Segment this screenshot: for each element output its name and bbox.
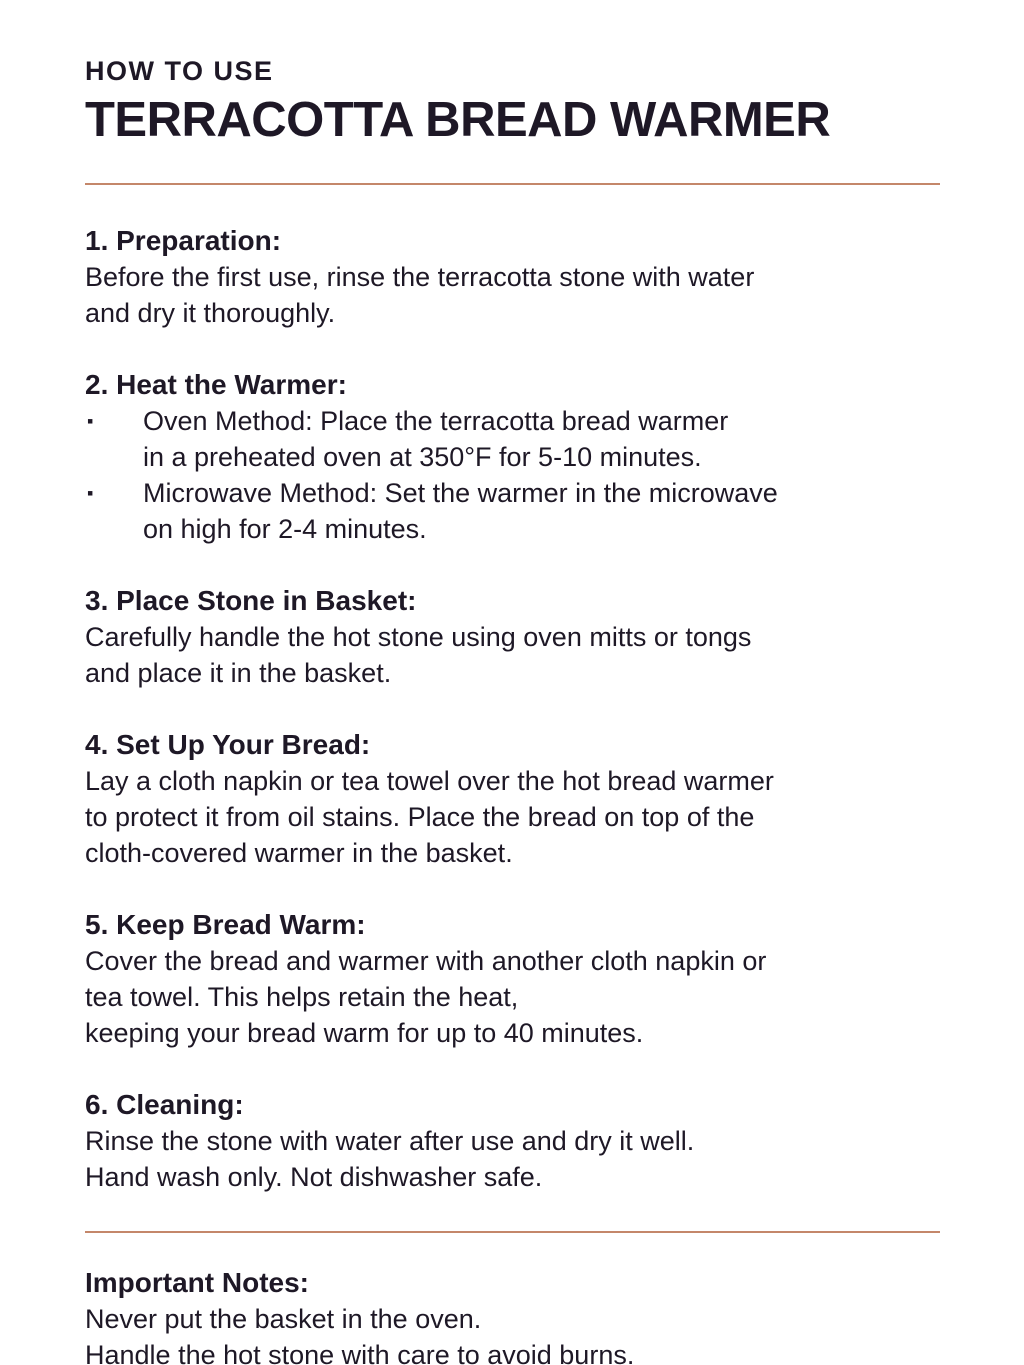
bullet-text (143, 403, 940, 475)
section-keep-warm (85, 907, 940, 1051)
body-line: tea towel. This helps retain the heat, (85, 981, 519, 1012)
body-line: Cover the bread and warmer with another cloth napkin or (85, 945, 767, 976)
section-heading: 5. Keep Bread Warm: (85, 908, 366, 940)
list-item (85, 403, 940, 475)
section-heading: 3. Place Stone in Basket: (85, 584, 417, 616)
section-heading: 4. Set Up Your Bread: (85, 728, 371, 760)
section-setup-bread (85, 727, 940, 871)
section-cleaning (85, 1087, 940, 1195)
body-line: on high for 2-4 minutes. (143, 513, 427, 544)
body-line: Hand wash only. Not dishwasher safe. (85, 1161, 543, 1192)
body-line: Microwave Method: Set the warmer in the microwave (143, 477, 778, 508)
body-line: Oven Method: Place the terracotta bread warmer (143, 405, 729, 436)
section-heading: Important Notes: (85, 1266, 309, 1298)
document-header (85, 55, 940, 147)
bullet-text (143, 475, 940, 547)
section-heading: 6. Cleaning: (85, 1088, 244, 1120)
list-item (85, 475, 940, 547)
body-line: and dry it thoroughly. (85, 297, 336, 328)
section-place-stone (85, 583, 940, 691)
body-line: to protect it from oil stains. Place the bread on top of the (85, 801, 755, 832)
section-heat-warmer (85, 367, 940, 547)
body-line: and place it in the basket. (85, 657, 392, 688)
body-line: keeping your bread warm for up to 40 minutes. (85, 1017, 644, 1048)
body-line: Before the first use, rinse the terracotta stone with water (85, 261, 755, 292)
top-divider (85, 183, 940, 185)
section-important-notes (85, 1265, 940, 1365)
doc-kicker: HOW TO USE (85, 56, 274, 86)
section-heading: 2. Heat the Warmer: (85, 368, 347, 400)
section-preparation (85, 223, 940, 331)
body-line: cloth-covered warmer in the basket. (85, 837, 513, 868)
square-bullet-icon: ▪ (87, 482, 94, 503)
section-heading: 1. Preparation: (85, 224, 282, 256)
body-line: in a preheated oven at 350°F for 5-10 minutes. (143, 441, 702, 472)
square-bullet-icon: ▪ (87, 410, 94, 431)
bottom-divider (85, 1231, 940, 1233)
body-line: Rinse the stone with water after use and dry it well. (85, 1125, 695, 1156)
body-line: Never put the basket in the oven. (85, 1303, 482, 1334)
body-line: Lay a cloth napkin or tea towel over the hot bread warmer (85, 765, 774, 796)
body-line: Handle the hot stone with care to avoid burns. (85, 1339, 635, 1365)
page-title: TERRACOTTA BREAD WARMER (85, 93, 831, 148)
body-line: Carefully handle the hot stone using oven mitts or tongs (85, 621, 752, 652)
